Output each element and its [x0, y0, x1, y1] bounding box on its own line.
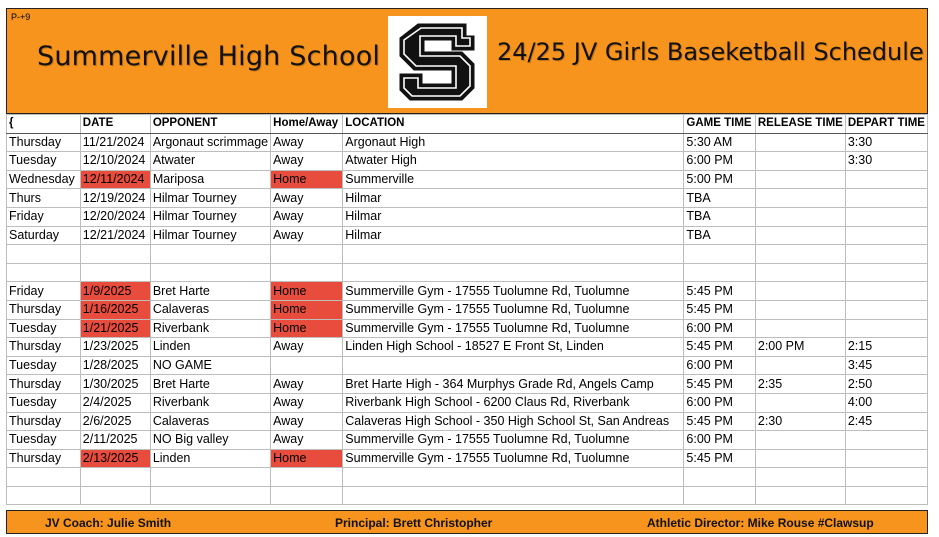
table-row	[7, 393, 928, 412]
cell-ha: Away	[271, 189, 343, 208]
table-row	[7, 170, 928, 189]
cell-date: 2/13/2025	[80, 449, 150, 468]
cell-ha	[271, 263, 343, 282]
cell-depart	[845, 226, 927, 245]
cell-release: 2:00 PM	[755, 338, 845, 357]
cell-game: 5:45 PM	[684, 449, 755, 468]
cell-depart	[845, 486, 927, 505]
cell-ha: Away	[271, 207, 343, 226]
cell-ha	[271, 468, 343, 487]
cell-location: Summerville Gym - 17555 Tuolumne Rd, Tuolumne	[343, 319, 684, 338]
cell-location: Linden High School - 18527 E Front St, Linden	[343, 338, 684, 357]
cell-game: 6:00 PM	[684, 431, 755, 450]
school-logo	[388, 16, 487, 108]
cell-depart	[845, 282, 927, 301]
cell-game	[684, 468, 755, 487]
cell-ha: Away	[271, 338, 343, 357]
cell-opponent: Mariposa	[150, 170, 270, 189]
cell-location	[343, 356, 684, 375]
cell-location: Summerville	[343, 170, 684, 189]
cell-depart	[845, 449, 927, 468]
cell-day: Thursday	[7, 133, 81, 152]
cell-ha: Home	[271, 319, 343, 338]
cell-depart	[845, 319, 927, 338]
empty-row	[7, 263, 928, 282]
cell-game: TBA	[684, 226, 755, 245]
cell-game: TBA	[684, 189, 755, 208]
cell-date: 12/19/2024	[80, 189, 150, 208]
cell-day: Thurs	[7, 189, 81, 208]
cell-game: 6:00 PM	[684, 356, 755, 375]
cell-game: 5:45 PM	[684, 300, 755, 319]
cell-day: Thursday	[7, 300, 81, 319]
table-row	[7, 282, 928, 301]
cell-ha: Home	[271, 170, 343, 189]
cell-opponent: Riverbank	[150, 319, 270, 338]
cell-location	[343, 486, 684, 505]
cell-release	[755, 245, 845, 264]
cell-opponent: NO GAME	[150, 356, 270, 375]
cell-release	[755, 226, 845, 245]
cell-opponent	[150, 245, 270, 264]
cell-release: 2:35	[755, 375, 845, 394]
cell-depart	[845, 245, 927, 264]
schedule-table	[6, 114, 928, 505]
cell-ha: Away	[271, 431, 343, 450]
cell-game	[684, 486, 755, 505]
cell-location: Calaveras High School - 350 High School St, San Andreas	[343, 412, 684, 431]
cell-ha	[271, 486, 343, 505]
cell-depart: 3:30	[845, 152, 927, 171]
column-header: LOCATION	[343, 115, 684, 134]
cell-depart	[845, 468, 927, 487]
cell-date: 12/11/2024	[80, 170, 150, 189]
cell-ha: Home	[271, 449, 343, 468]
cell-depart	[845, 207, 927, 226]
footer-banner	[6, 510, 928, 534]
cell-release	[755, 393, 845, 412]
empty-row	[7, 468, 928, 487]
cell-release	[755, 356, 845, 375]
cell-ha: Away	[271, 133, 343, 152]
cell-date	[80, 245, 150, 264]
cell-game: TBA	[684, 207, 755, 226]
cell-day: Thursday	[7, 412, 81, 431]
header-banner	[6, 8, 928, 114]
cell-date	[80, 468, 150, 487]
cell-day	[7, 468, 81, 487]
cell-opponent: Hilmar Tourney	[150, 226, 270, 245]
cell-date: 1/23/2025	[80, 338, 150, 357]
cell-day	[7, 263, 81, 282]
cell-location: Summerville Gym - 17555 Tuolumne Rd, Tuolumne	[343, 300, 684, 319]
cell-day: Tuesday	[7, 356, 81, 375]
cell-location: Riverbank High School - 6200 Claus Rd, Riverbank	[343, 393, 684, 412]
cell-opponent	[150, 468, 270, 487]
cell-opponent: Argonaut scrimmage	[150, 133, 270, 152]
cell-ha	[271, 356, 343, 375]
cell-game: 5:00 PM	[684, 170, 755, 189]
column-header: RELEASE TIME	[755, 115, 845, 134]
cell-opponent: Calaveras	[150, 412, 270, 431]
cell-release	[755, 282, 845, 301]
cell-opponent: Bret Harte	[150, 282, 270, 301]
cell-day	[7, 486, 81, 505]
cell-game	[684, 245, 755, 264]
cell-depart	[845, 300, 927, 319]
cell-ha: Home	[271, 282, 343, 301]
corner-label: P-+9	[11, 12, 31, 22]
column-header: OPPONENT	[150, 115, 270, 134]
cell-release	[755, 170, 845, 189]
column-header: DATE	[80, 115, 150, 134]
cell-day: Thursday	[7, 375, 81, 394]
cell-day: Tuesday	[7, 393, 81, 412]
table-row	[7, 152, 928, 171]
cell-depart: 3:45	[845, 356, 927, 375]
cell-opponent: Calaveras	[150, 300, 270, 319]
cell-release	[755, 431, 845, 450]
empty-row	[7, 486, 928, 505]
cell-release	[755, 486, 845, 505]
table-row	[7, 375, 928, 394]
cell-date: 1/30/2025	[80, 375, 150, 394]
cell-date: 1/16/2025	[80, 300, 150, 319]
cell-day: Wednesday	[7, 170, 81, 189]
cell-release	[755, 468, 845, 487]
cell-opponent: Linden	[150, 338, 270, 357]
cell-depart: 2:15	[845, 338, 927, 357]
cell-opponent: Linden	[150, 449, 270, 468]
cell-location: Summerville Gym - 17555 Tuolumne Rd, Tuolumne	[343, 282, 684, 301]
column-header: GAME TIME	[684, 115, 755, 134]
cell-release: 2:30	[755, 412, 845, 431]
cell-release	[755, 189, 845, 208]
cell-location	[343, 468, 684, 487]
cell-ha	[271, 245, 343, 264]
cell-opponent	[150, 486, 270, 505]
cell-release	[755, 133, 845, 152]
cell-day: Thursday	[7, 338, 81, 357]
cell-location: Bret Harte High - 364 Murphys Grade Rd, Angels Camp	[343, 375, 684, 394]
cell-opponent: Riverbank	[150, 393, 270, 412]
cell-date: 1/28/2025	[80, 356, 150, 375]
cell-date: 11/21/2024	[80, 133, 150, 152]
table-row	[7, 431, 928, 450]
cell-date: 12/21/2024	[80, 226, 150, 245]
column-header: {	[7, 115, 81, 134]
cell-release	[755, 263, 845, 282]
cell-ha: Away	[271, 226, 343, 245]
cell-location: Hilmar	[343, 226, 684, 245]
cell-depart: 4:00	[845, 393, 927, 412]
cell-depart	[845, 189, 927, 208]
cell-depart	[845, 431, 927, 450]
column-header: Home/Away	[271, 115, 343, 134]
cell-opponent: Hilmar Tourney	[150, 189, 270, 208]
cell-date: 1/21/2025	[80, 319, 150, 338]
table-row	[7, 449, 928, 468]
cell-day: Thursday	[7, 449, 81, 468]
table-row	[7, 338, 928, 357]
cell-depart: 2:50	[845, 375, 927, 394]
cell-day: Saturday	[7, 226, 81, 245]
cell-date: 1/9/2025	[80, 282, 150, 301]
cell-date: 2/6/2025	[80, 412, 150, 431]
cell-game: 6:00 PM	[684, 319, 755, 338]
cell-date	[80, 263, 150, 282]
cell-depart	[845, 170, 927, 189]
cell-game: 5:30 AM	[684, 133, 755, 152]
cell-game: 5:45 PM	[684, 282, 755, 301]
cell-depart	[845, 263, 927, 282]
cell-date: 12/20/2024	[80, 207, 150, 226]
cell-location	[343, 245, 684, 264]
table-row	[7, 226, 928, 245]
cell-ha: Away	[271, 393, 343, 412]
cell-opponent: Hilmar Tourney	[150, 207, 270, 226]
cell-opponent	[150, 263, 270, 282]
cell-location	[343, 263, 684, 282]
cell-ha: Away	[271, 375, 343, 394]
cell-day: Tuesday	[7, 319, 81, 338]
cell-day: Tuesday	[7, 152, 81, 171]
cell-location: Atwater High	[343, 152, 684, 171]
table-row	[7, 133, 928, 152]
cell-location: Summerville Gym - 17555 Tuolumne Rd, Tuolumne	[343, 431, 684, 450]
cell-game	[684, 263, 755, 282]
coach-name: JV Coach: Julie Smith	[45, 516, 172, 530]
athletic-director: Athletic Director: Mike Rouse #Clawsup	[647, 516, 874, 530]
empty-row	[7, 245, 928, 264]
cell-depart: 3:30	[845, 133, 927, 152]
cell-day: Friday	[7, 282, 81, 301]
schedule-sheet	[6, 8, 928, 534]
cell-release	[755, 207, 845, 226]
cell-game: 6:00 PM	[684, 152, 755, 171]
cell-date: 12/10/2024	[80, 152, 150, 171]
table-row	[7, 412, 928, 431]
cell-opponent: Bret Harte	[150, 375, 270, 394]
table-row	[7, 319, 928, 338]
cell-date	[80, 486, 150, 505]
cell-location: Hilmar	[343, 189, 684, 208]
header-row	[7, 115, 928, 134]
school-name: Summerville High School	[37, 41, 381, 72]
cell-location: Summerville Gym - 17555 Tuolumne Rd, Tuolumne	[343, 449, 684, 468]
principal-name: Principal: Brett Christopher	[335, 516, 493, 530]
cell-release	[755, 152, 845, 171]
cell-ha: Home	[271, 300, 343, 319]
schedule-title: 24/25 JV Girls Baseketball Schedule	[497, 38, 924, 66]
cell-location: Argonaut High	[343, 133, 684, 152]
cell-release	[755, 449, 845, 468]
table-row	[7, 207, 928, 226]
cell-release	[755, 319, 845, 338]
cell-game: 6:00 PM	[684, 393, 755, 412]
table-row	[7, 189, 928, 208]
cell-opponent: NO Big valley	[150, 431, 270, 450]
cell-ha: Away	[271, 152, 343, 171]
cell-game: 5:45 PM	[684, 375, 755, 394]
cell-date: 2/4/2025	[80, 393, 150, 412]
cell-release	[755, 300, 845, 319]
cell-game: 5:45 PM	[684, 338, 755, 357]
cell-opponent: Atwater	[150, 152, 270, 171]
cell-location: Hilmar	[343, 207, 684, 226]
cell-ha: Away	[271, 412, 343, 431]
cell-day	[7, 245, 81, 264]
cell-game: 5:45 PM	[684, 412, 755, 431]
cell-date: 2/11/2025	[80, 431, 150, 450]
table-row	[7, 300, 928, 319]
table-row	[7, 356, 928, 375]
cell-day: Friday	[7, 207, 81, 226]
cell-depart: 2:45	[845, 412, 927, 431]
cell-day: Tuesday	[7, 431, 81, 450]
column-header: DEPART TIME	[845, 115, 927, 134]
